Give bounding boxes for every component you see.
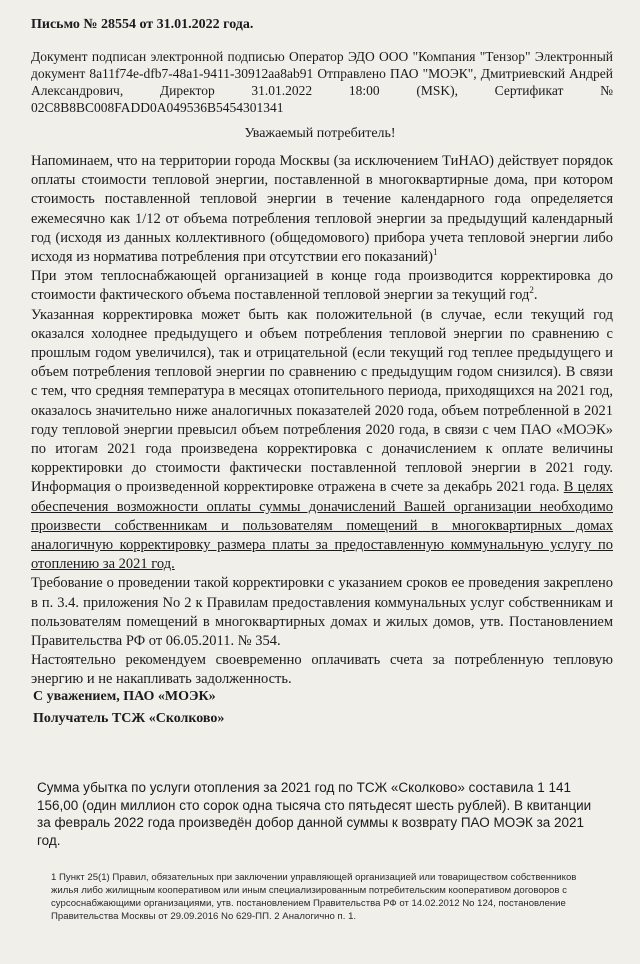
loss-note: Сумма убытка по услуги отопления за 2021 год по ТСЖ «Сколково» составила 1 141 156,00 (один миллион сто сорок одна тысяча сто пятьдесят шесть рублей). В квитанции за февраль 2022 года произведён добор данной суммы к возврату ПАО МОЭК за 2021 год. — [37, 780, 592, 848]
paragraph-heating-order: Напоминаем, что на территории города Москвы (за исключением ТиНАО) действует порядок оплаты стоимости тепловой энергии, поставленной в многоквартирные дома, при котором стоимость поставленной тепловой энергии в течение календарного года определяется ежемесячно как 1/12 от объема потребления тепловой энергии за предыдущий календарный год (исходя из данных коллективного (общедомового) прибора учета тепловой энергии либо исходя из норматива потребления при отсутствии его показаний)$^1$ — [31, 153, 613, 266]
letter-number: Письмо № 28554 от 31.01.2022 года. — [31, 17, 254, 32]
letter-body — [31, 152, 613, 690]
regards-line: С уважением, ПАО «МОЭК» — [33, 689, 216, 704]
recipient-line: Получатель ТСЖ «Сколково» — [33, 711, 225, 726]
paragraph-adjustment: При этом теплоснабжающей организацией в конце года производится корректировка до стоимости фактического объема поставленной тепловой энергии за текущий год$^2$. — [31, 268, 613, 304]
paragraph-correction: Указанная корректировка может быть как положительной (в случае, если текущий год оказался холоднее предыдущего и объем потребления тепловой энергии по сравнению с прошлым годом увеличился), так и отрицательной (если текущий год теплее предыдущего и объем потребления тепловой энергии по сравнению с предыдущим годом снизился). В связи с тем, что средняя температура в месяцах отопительного периода, приходящихся на 2021 год, оказалось значительно ниже аналогичных показателей 2020 года, объем потребленной в 2021 году тепловой энергии превысил объем потребления 2020 года, в связи с чем ПАО «МОЭК» по итогам 2021 года произведена корректировка с доначислением к оплате величины корректировки до стоимости фактически поставленной тепловой энергии в 2021 году. Информация о произведенной корректировке отражена в счете за декабрь 2021 года. В целях обеспечения возможности оплаты суммы доначислений Вашей организации необходимо произвести собственникам и пользователям помещений в многоквартирных домах аналогичную корректировку размера платы за предоставленную коммунальную услугу по отоплению за 2021 год. — [31, 306, 613, 573]
footnote-mark-2: 2 — [529, 285, 534, 296]
paragraph-recommendation: Настоятельно рекомендуем своевременно оплачивать счета за потребленную тепловую энергию и не накапливать задолженность. — [31, 652, 613, 688]
salutation: Уважаемый потребитель! — [244, 126, 396, 141]
footnote-mark-1: 1 — [433, 247, 438, 258]
paragraph-legal-basis: Требование о проведении такой корректировки с указанием сроков ее проведения закреплено в п. 3.4. приложения No 2 к Правилам предоставления коммунальных услуг собственникам и пользователям помещений в многоквартирных домах и жилых домов, утв. Постановлением Правительства РФ от 06.05.2011. № 354. — [31, 575, 613, 650]
footnotes: 1 Пункт 25(1) Правил, обязательных при заключении управляющей организацией или товариществом собственников жилья либо жилищным кооперативом или иным специализированным потребительским кооперативом договоров с сурсоснабжающими организациями, утв. постановлением Правительства РФ от 14.02.2012 No 124, постановление Правительства Москвы от 29.09.2016 No 629-ПП. 2 Аналогично п. 1. — [51, 872, 577, 922]
closing-block — [33, 686, 224, 730]
electronic-signature-block: Документ подписан электронной подписью Оператор ЭДО ООО "Компания "Тензор" Электронный документ 8a11f74e-dfb7-48a1-9411-30912aa8ab91 Отправлено ПАО "МОЭК", Дмитриевский Андрей Александрович, Директор 31.01.2022 18:00 (MSK), Сертификат № 02C8B8BC008FADD0A049536B5454301341 — [31, 49, 613, 115]
underlined-requirement: В целях обеспечения возможности оплаты суммы доначислений Вашей организации необходимо произвести собственникам и пользователям помещений в многоквартирных домах аналогичную корректировку размера платы за предоставленную коммунальную услугу по отоплению за 2021 год. — [31, 479, 613, 573]
